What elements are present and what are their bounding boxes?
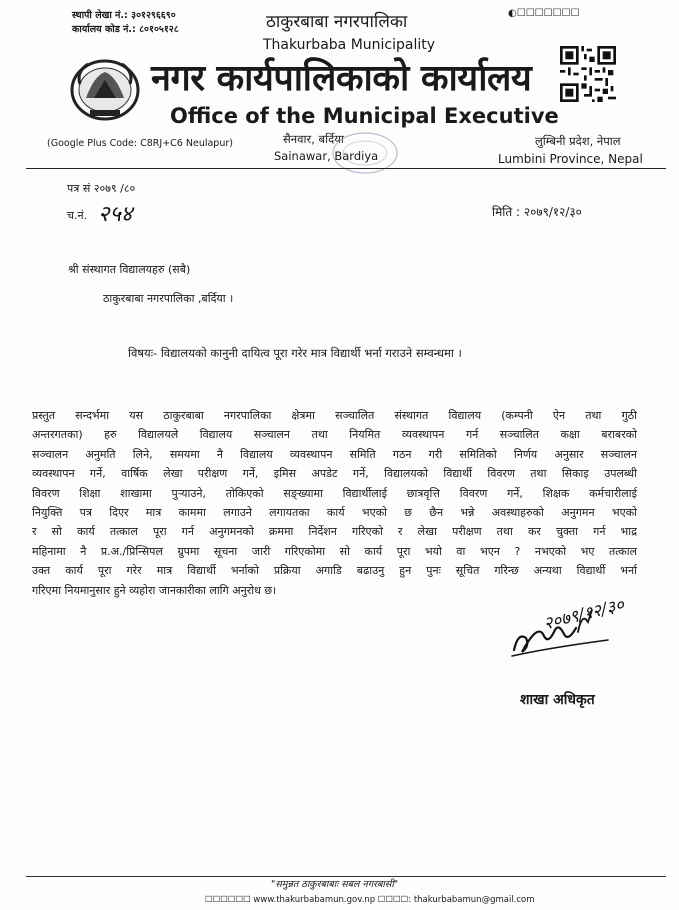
body-line: नियुक्ति पत्र दिएर मात्र काममा लगाउने लगायतका कार्य भएको छ छैन भन्ने अवस्थाहरुको अनुगमन भएको	[32, 506, 637, 520]
office-name-english: Office of the Municipal Executive	[170, 104, 559, 128]
office-code: कार्यालय कोड नं.: ८०१०५१२८	[72, 24, 179, 35]
body-line: व्यवस्थापन गर्ने, वार्षिक लेखा परीक्षण गर्ने, इमिस अपडेट गर्ने, विद्यालयको विद्यार्थी विवरण तथा सिकाइ उपलब्धी	[32, 467, 637, 481]
recipient-line-1: श्री संस्थागत विद्यालयहरु (सबै)	[68, 263, 191, 276]
body-line: विवरण शिक्षा शाखामा पुऱ्याउने, तोकिएको सङ्ख्यामा विद्यार्थीलाई छात्रवृत्ति विवरण गर्ने, शिक्षक कर्मचारीलाई	[32, 486, 637, 500]
body-line: अन्तरगतका) हरु विद्यालयले विद्यालय सञ्चालन तथा नियमित व्यवस्थापन गर्न सञ्चालित कक्षा बराबरको	[32, 428, 637, 442]
top-right-glyphs: ◐☐☐☐☐☐☐☐	[508, 8, 580, 19]
footer-slogan: "समुन्नत ठाकुरबाबाः सबल नगरबासी"	[271, 879, 399, 890]
signatory-title: शाखा अधिकृत	[520, 692, 595, 708]
body-line: र सो कार्य तत्काल पूरा गर्न अनुगमनको क्रममा निर्देशन गरिएको र लेखा परीक्षण तथा कर चुक्ता गर्न भाद्र	[32, 525, 637, 539]
qr-code	[560, 46, 616, 102]
location-nepali: सैनवार, बर्दिया	[283, 132, 344, 146]
letter-date: मिति : २०७९/१२/३०	[492, 205, 582, 219]
body-line: सञ्चालन अनुमति लिने, समयमा नै विद्यालय व्यवस्थापन समिति गठन गरी समितिको निर्णय अनुसार सञ्चालन	[32, 447, 637, 461]
office-stamp-seal	[330, 130, 400, 176]
google-plus-code: (Google Plus Code: C8RJ+C6 Neulapur)	[47, 138, 233, 149]
body-line: महिनामा नै प्र.अ./प्रिन्सिपल ग्रुपमा सूचना जारी गरिएकोमा सो कार्य पूरा भयो वा भएन ? नभएको भए तत्काल	[32, 544, 637, 558]
body-line: गरिएमा नियमानुसार हुने व्यहोरा जानकारीका लागि अनुरोध छ।	[32, 583, 277, 597]
letter-body	[32, 406, 637, 600]
location-english: Sainawar, Bardiya	[274, 149, 379, 163]
letter-number: पत्र सं २०७९ /८०	[67, 182, 136, 195]
nepal-emblem-logo	[68, 54, 142, 122]
footer-contact: ☐☐☐☐☐☐ www.thakurbabamun.gov.np ☐☐☐☐: thakurbabamun@gmail.com	[205, 895, 535, 905]
subject-line: विषयः- विद्यालयको कानुनी दायित्व पूरा गरेर मात्र विद्यार्थी भर्ना गराउने सम्वन्धमा ।	[128, 346, 462, 360]
header-divider	[26, 168, 666, 169]
office-name-nepali: नगर कार्यपालिकाको कार्यालय	[151, 58, 532, 99]
body-line: उक्त कार्य पूरा गरेर मात्र विद्यार्थी भर्नाको प्रक्रिया अगाडि बढाउनु हुन पुनः सूचित गरिन्छ अन्यथा विद्यार्थी भर्ना	[32, 564, 637, 578]
body-line: प्रस्तुत सन्दर्भमा यस ठाकुरबाबा नगरपालिका क्षेत्रमा सञ्चालित संस्थागत विद्यालय (कम्पनी ऐन तथा गुठी	[32, 409, 637, 422]
dispatch-label: च.नं.	[67, 209, 88, 222]
municipality-name-nepali: ठाकुरबाबा नगरपालिका	[266, 12, 408, 32]
province-english: Lumbini Province, Nepal	[498, 152, 643, 166]
registration-number: स्थापी लेखा नं.: ३०१२९६६९०	[72, 10, 176, 21]
recipient-line-2: ठाकुरबाबा नगरपालिका ,बर्दिया ।	[103, 292, 234, 305]
signature-date-handwritten: २०७९/१२/३०	[541, 595, 627, 635]
province-nepali: लुम्बिनी प्रदेश, नेपाल	[535, 134, 621, 148]
municipality-name-english: Thakurbaba Municipality	[263, 37, 436, 53]
dispatch-number-handwritten: २५४	[98, 202, 133, 227]
